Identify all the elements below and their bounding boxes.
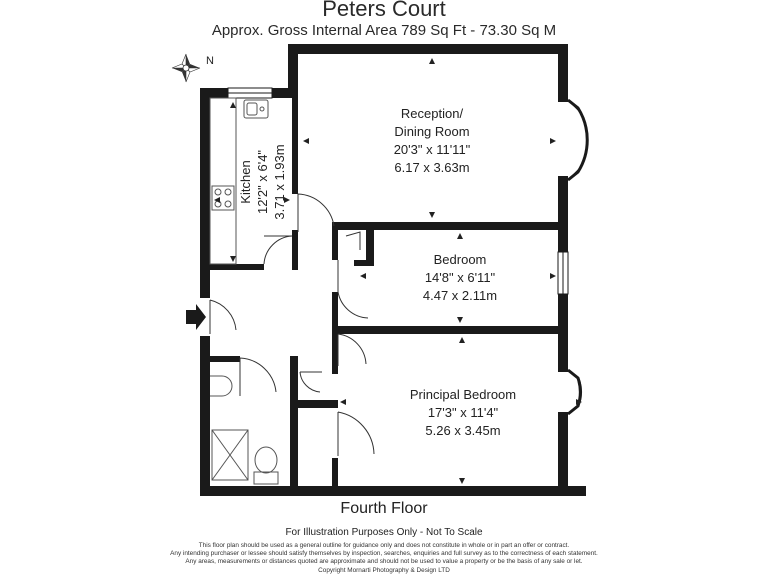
reception-dim-metric: 6.17 x 3.63m	[394, 160, 470, 175]
reception-name-line2: Dining Room	[394, 124, 470, 139]
kitchen-window	[228, 88, 272, 98]
shower-tray-icon	[212, 430, 248, 480]
disclaimer-line: Any areas, measurements or distances quoted are approximate and should not be used to value a property or be the basis of any sale or let.	[185, 558, 583, 565]
bedroom-dim-metric: 4.47 x 2.11m	[422, 288, 498, 303]
floor-label: Fourth Floor	[340, 500, 428, 517]
washbasin-icon	[210, 376, 232, 396]
gross-area-subtitle: Approx. Gross Internal Area 789 Sq Ft - 73.30 Sq M	[211, 22, 557, 39]
principal-bedroom-bay-window	[568, 370, 582, 414]
reception-name-line1: Reception/	[400, 106, 464, 121]
walls	[200, 44, 586, 496]
kitchen-room-label	[238, 144, 287, 219]
principal-bedroom-dim-metric: 5.26 x 3.45m	[425, 423, 501, 438]
bedroom-room-label	[423, 252, 497, 303]
copyright-line: Copyright Mornarti Photography & Design LTD	[318, 567, 450, 574]
dimension-markers	[214, 58, 582, 484]
reception-room-label	[394, 106, 471, 175]
compass-north-label: N	[206, 55, 214, 67]
principal-bedroom-room-label	[410, 387, 516, 438]
bedroom-name: Bedroom	[433, 252, 487, 267]
principal-bedroom-dim-imperial: 17'3" x 11'4"	[427, 405, 499, 420]
property-title: Peters Court	[322, 0, 446, 21]
hob-icon	[212, 186, 234, 210]
kitchen-dim-metric: 3.71 x 1.93m	[272, 144, 287, 220]
disclaimer-line: Any intending purchaser or lessee should satisfy themselves by inspection, searches, enquiries and full survey as to the correctness of each statement.	[170, 550, 598, 557]
entrance-arrow-icon	[186, 304, 206, 330]
principal-bedroom-name: Principal Bedroom	[409, 387, 517, 402]
sink-icon	[244, 100, 268, 118]
reception-dim-imperial: 20'3" x 11'11"	[393, 142, 471, 157]
kitchen-name: Kitchen	[238, 160, 253, 204]
kitchen-worktop	[210, 98, 236, 264]
compass-icon	[172, 54, 200, 82]
kitchen-dim-imperial: 12'2" x 6'4"	[255, 149, 270, 215]
toilet-icon	[254, 447, 278, 484]
illustration-note: For Illustration Purposes Only - Not To Scale	[285, 527, 483, 538]
bedroom-dim-imperial: 14'8" x 6'11"	[424, 270, 496, 285]
reception-bay-window	[568, 100, 588, 180]
bedroom-window	[558, 252, 568, 294]
disclaimer-line: This floor plan should be used as a general outline for guidance only and does not constitute in whole or in part an offer or contract.	[198, 542, 570, 549]
